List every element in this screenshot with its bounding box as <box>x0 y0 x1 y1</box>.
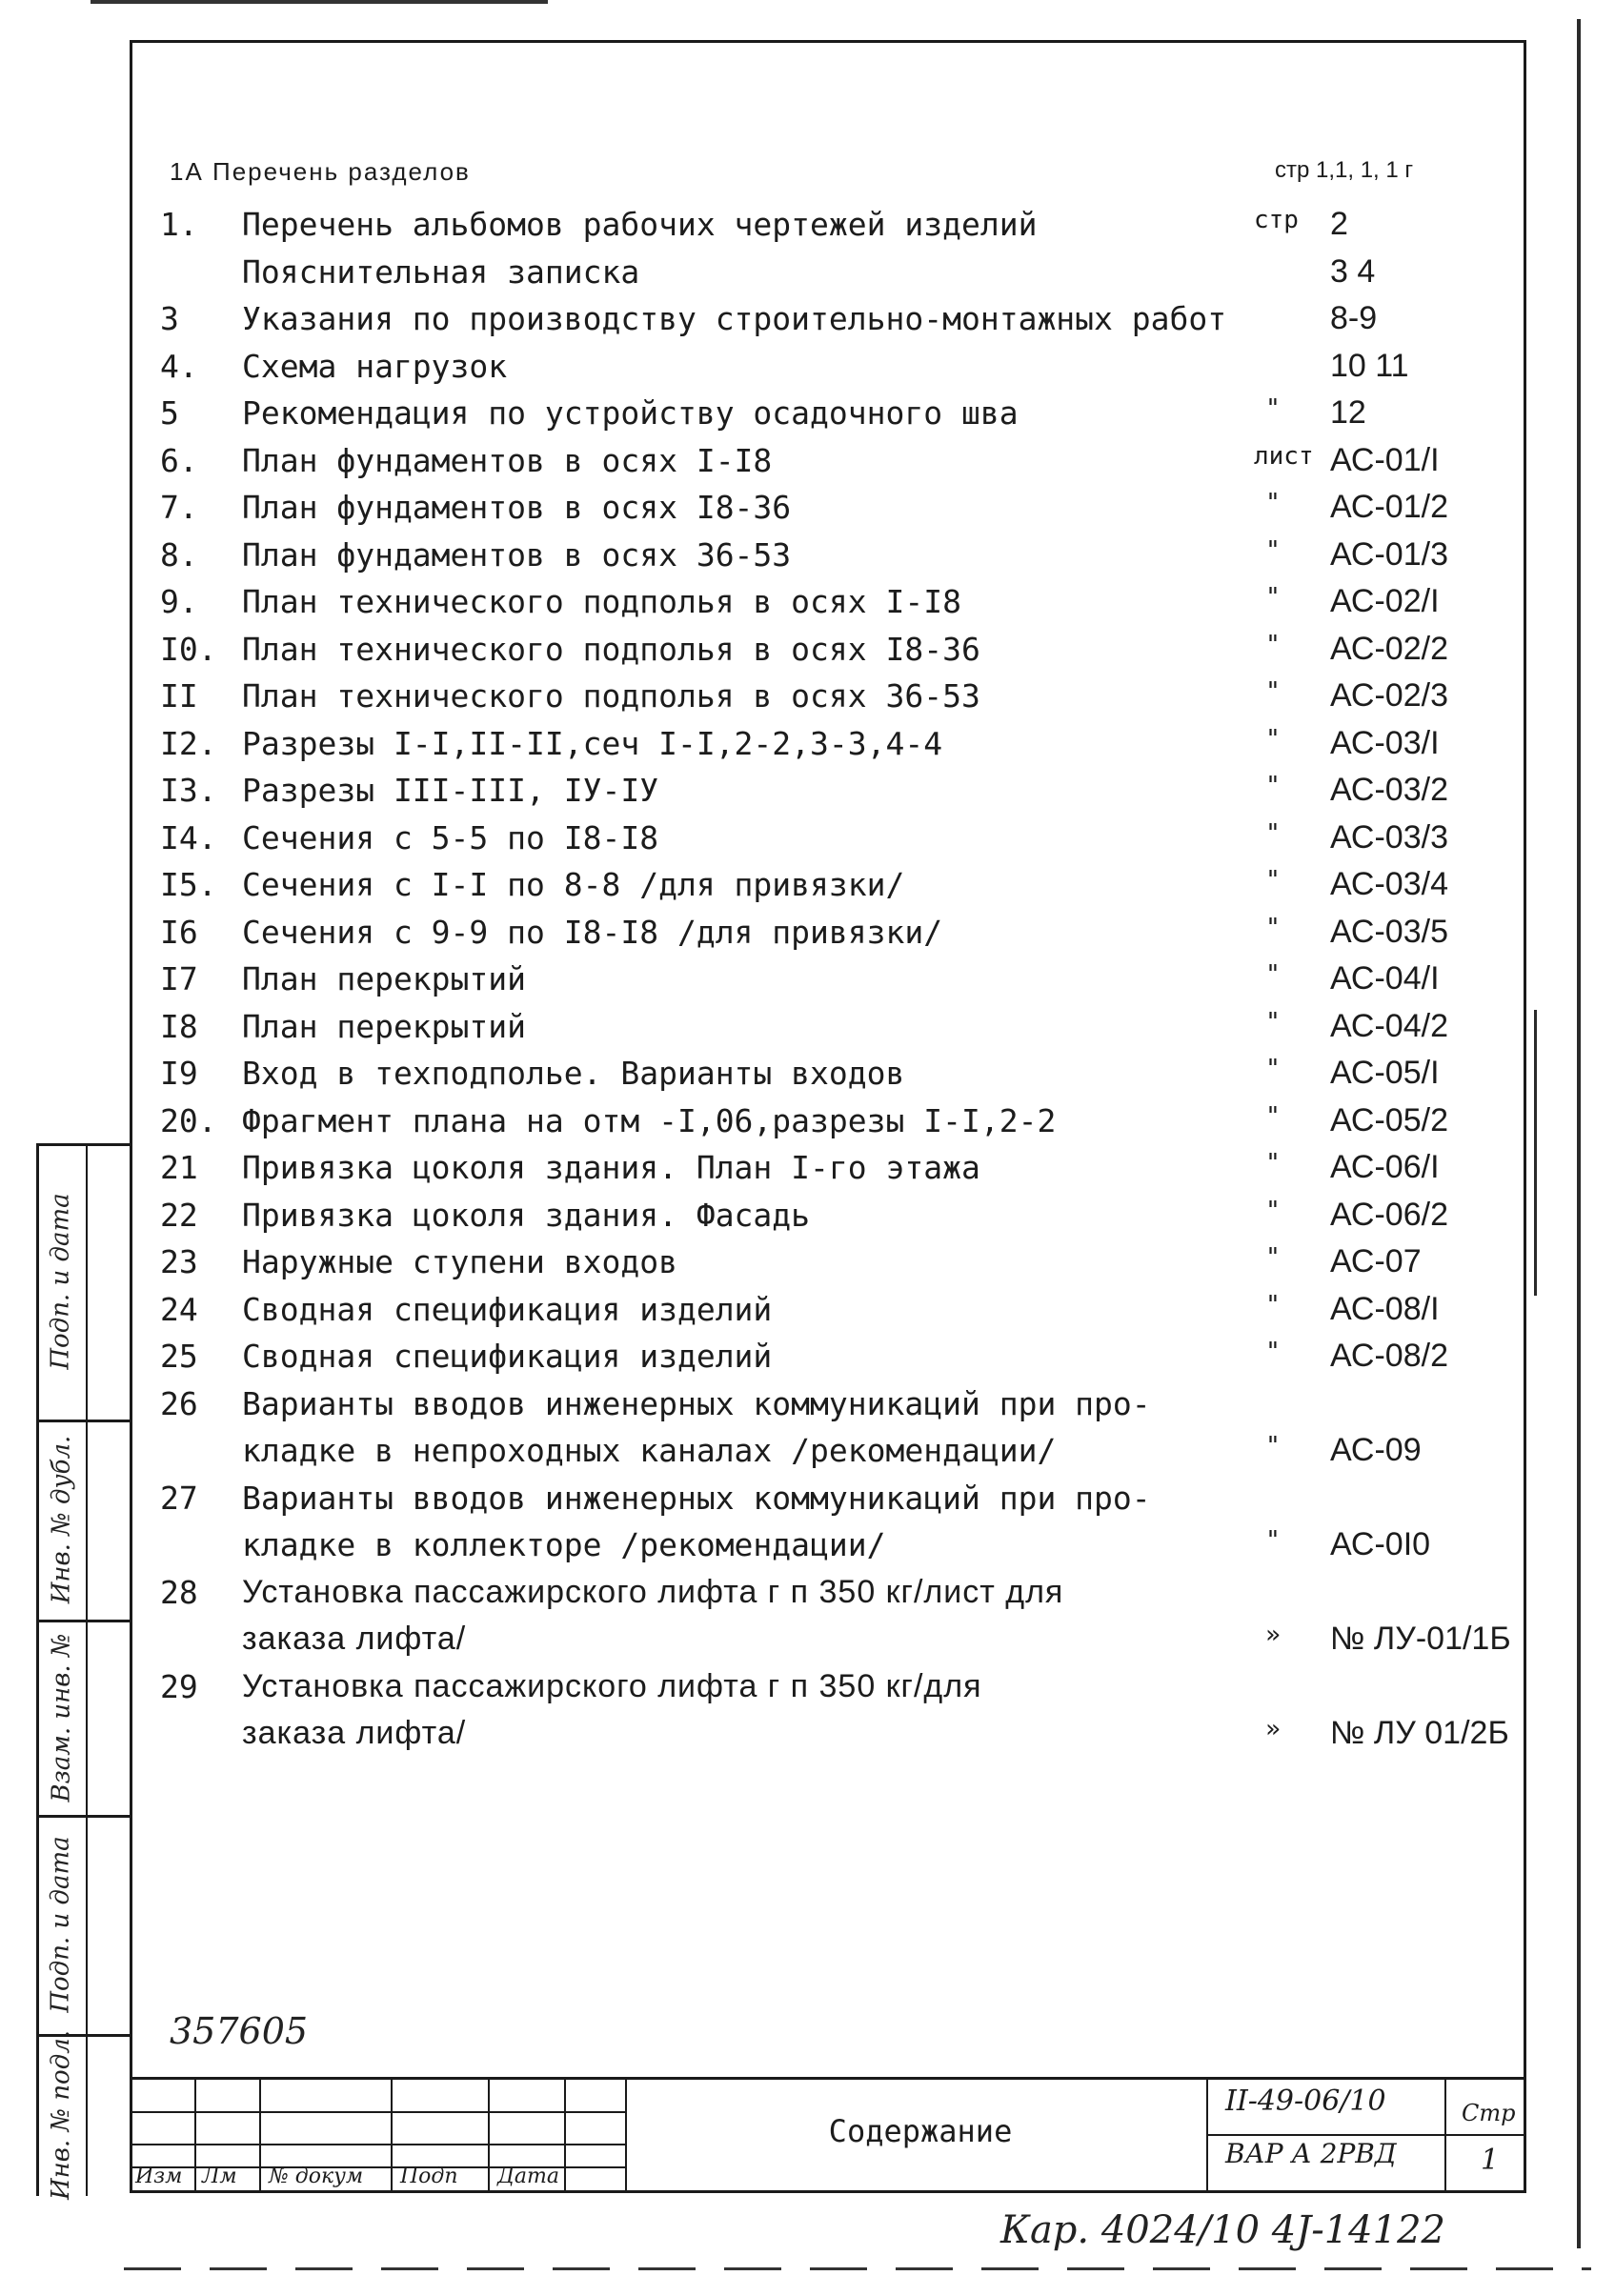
contents-list <box>160 200 1523 1757</box>
tb-line <box>1206 2077 1208 2193</box>
row-title: Вход в техподполье. Варианты входов <box>242 1055 905 1092</box>
row-code: АС-01/2 <box>1330 489 1448 525</box>
row-title: Пояснительная записка <box>242 252 640 291</box>
row-mark: " <box>1265 866 1281 895</box>
row-number: II <box>160 677 198 715</box>
side-label-replace-inv: Взам. инв. № <box>47 1632 76 1803</box>
row-number: I8 <box>160 1007 198 1045</box>
contents-row <box>160 1521 1523 1568</box>
row-title: Сечения с I-I по 8-8 /для привязки/ <box>242 866 905 903</box>
row-code: 10 11 <box>1330 347 1409 384</box>
row-number: 25 <box>160 1338 198 1375</box>
tb-line <box>130 2111 625 2113</box>
contents-row <box>160 531 1523 578</box>
row-number: 7. <box>160 489 198 526</box>
row-mark: " <box>1265 772 1281 800</box>
contents-row <box>160 1143 1523 1191</box>
row-title: Варианты вводов инженерных коммуникаций при про- <box>242 1479 1151 1517</box>
scan-edge-bottom <box>124 2267 1591 2270</box>
contents-row <box>160 1380 1523 1427</box>
row-code: АС-06/2 <box>1330 1196 1448 1233</box>
contents-row <box>160 1709 1523 1757</box>
row-code: АС-08/I <box>1330 1290 1440 1327</box>
contents-row <box>160 200 1523 248</box>
row-title: заказа лифта/ <box>242 1621 467 1657</box>
contents-row <box>160 436 1523 484</box>
row-mark: " <box>1265 1243 1281 1272</box>
row-mark: " <box>1265 960 1281 989</box>
handwritten-number: 357605 <box>170 2010 309 2052</box>
row-number: 21 <box>160 1149 198 1186</box>
row-code: АС-03/2 <box>1330 772 1448 808</box>
tb-line <box>391 2077 393 2193</box>
contents-page-label: стр 1,1, 1, 1 г <box>1275 157 1414 183</box>
row-number: I5. <box>160 866 217 903</box>
row-code: АС-03/3 <box>1330 818 1448 856</box>
row-code: АС-02/I <box>1330 583 1440 619</box>
row-mark: " <box>1265 1290 1281 1319</box>
row-title: Варианты вводов инженерных коммуникаций при про- <box>242 1384 1151 1422</box>
row-title: План фундаментов в осях 36-53 <box>242 535 792 574</box>
row-mark: " <box>1265 818 1281 848</box>
contents-row <box>160 1238 1523 1285</box>
row-code: 12 <box>1330 394 1366 431</box>
row-title: План перекрытий <box>242 960 527 997</box>
row-title: План фундаментов в осях I8-36 <box>242 489 792 526</box>
sheet-number: 1 <box>1481 2144 1500 2177</box>
row-code: АС-05/I <box>1330 1055 1440 1091</box>
row-title: Перечень альбомов рабочих чертежей изделий <box>242 206 1038 243</box>
side-label-sign-date: Подп. и дата <box>47 1193 76 1370</box>
contents-row <box>160 814 1523 861</box>
row-number: I7 <box>160 960 198 997</box>
row-code: 2 <box>1330 206 1348 242</box>
row-title: План технического подполья в осях I8-36 <box>242 630 980 668</box>
row-number: I9 <box>160 1055 198 1092</box>
side-label-dup-inv: Инв. № дубл. <box>47 1435 75 1604</box>
row-code: 8-9 <box>1330 300 1378 336</box>
row-title: Рекомендация по устройству осадочного шва <box>242 394 1019 432</box>
row-mark: " <box>1265 1055 1281 1083</box>
row-title: Привязка цоколя здания. Фасадь <box>242 1196 811 1234</box>
row-mark: " <box>1265 1526 1281 1555</box>
row-mark: " <box>1265 1149 1281 1178</box>
row-mark: " <box>1265 677 1281 706</box>
row-code: № ЛУ 01/2Б <box>1330 1715 1509 1751</box>
contents-row <box>160 483 1523 531</box>
row-title: Схема нагрузок <box>242 347 508 385</box>
row-mark: " <box>1265 913 1281 942</box>
row-number: I6 <box>160 913 198 951</box>
row-code: АС-01/I <box>1330 441 1440 478</box>
scan-edge-top <box>91 0 548 4</box>
row-code: АС-02/2 <box>1330 630 1448 667</box>
row-number: 4. <box>160 347 198 385</box>
row-mark: " <box>1265 630 1281 659</box>
row-mark: " <box>1265 1432 1281 1460</box>
row-title: заказа лифта/ <box>242 1715 467 1751</box>
row-mark: " <box>1265 394 1281 423</box>
contents-row <box>160 1285 1523 1333</box>
row-code: АС-06/I <box>1330 1149 1440 1185</box>
contents-row <box>160 1474 1523 1521</box>
row-number: I2. <box>160 724 217 762</box>
row-mark: " <box>1265 1196 1281 1225</box>
contents-row <box>160 1662 1523 1710</box>
row-mark: » <box>1265 1621 1281 1649</box>
row-mark: » <box>1265 1715 1281 1743</box>
row-code: АС-0I0 <box>1330 1526 1431 1562</box>
row-title: Разрезы I-I,II-II,сеч I-I,2-2,3-3,4-4 <box>242 724 943 762</box>
row-number: I0. <box>160 630 217 668</box>
row-number: 20. <box>160 1101 217 1139</box>
row-number: I4. <box>160 818 217 856</box>
row-mark: " <box>1265 1007 1281 1037</box>
row-number: 26 <box>160 1384 198 1422</box>
row-code: АС-03/5 <box>1330 913 1448 950</box>
row-title: Сечения с 9-9 по I8-I8 /для привязки/ <box>242 913 943 951</box>
row-mark: " <box>1265 489 1281 517</box>
tb-line <box>1444 2134 1526 2136</box>
scan-edge-right <box>1577 19 1581 2248</box>
side-label-orig-inv: Инв. № подл. <box>47 2029 75 2201</box>
row-code: АС-09 <box>1330 1432 1422 1468</box>
contents-row <box>160 389 1523 436</box>
contents-row <box>160 766 1523 814</box>
contents-row <box>160 1002 1523 1050</box>
row-code: АС-05/2 <box>1330 1101 1448 1138</box>
row-code: АС-02/3 <box>1330 677 1448 714</box>
contents-row <box>160 1191 1523 1239</box>
tb-line <box>130 2077 1526 2080</box>
col-sign: Подп <box>400 2165 458 2188</box>
row-number: 27 <box>160 1479 198 1517</box>
row-title: Сечения с 5-5 по I8-I8 <box>242 818 659 856</box>
doc-title: Содержание <box>828 2113 1013 2149</box>
row-code: АС-03/I <box>1330 724 1440 761</box>
contents-row <box>160 672 1523 719</box>
row-title: кладке в непроходных каналах /рекомендации/ <box>242 1432 1057 1469</box>
contents-row <box>160 908 1523 956</box>
row-number: 28 <box>160 1573 198 1611</box>
contents-row <box>160 1332 1523 1380</box>
scan-edge-right-inner <box>1534 1010 1537 1296</box>
contents-title: 1А Перечень разделов <box>170 157 471 186</box>
row-title: Сводная спецификация изделий <box>242 1290 773 1328</box>
tb-line <box>1444 2077 1446 2193</box>
tb-line <box>130 2144 625 2145</box>
contents-row <box>160 625 1523 673</box>
row-code: АС-03/4 <box>1330 866 1448 902</box>
row-mark: стр <box>1254 206 1299 234</box>
row-title: Наружные ступени входов <box>242 1243 677 1280</box>
contents-row <box>160 955 1523 1002</box>
row-mark: " <box>1265 583 1281 612</box>
row-number: 9. <box>160 583 198 620</box>
side-label-sign-date-2: Подп. и дата <box>47 1836 76 2013</box>
row-number: 24 <box>160 1290 198 1328</box>
row-number: 8. <box>160 535 198 574</box>
side-stamp <box>36 1143 130 2201</box>
bottom-handwritten-note: Кар. 4024/10 4J-14122 <box>1000 2208 1445 2252</box>
row-number: 23 <box>160 1243 198 1280</box>
row-title: Установка пассажирского лифта г п 350 кг/лист для <box>242 1573 1064 1610</box>
row-mark: " <box>1265 1101 1281 1131</box>
contents-row <box>160 860 1523 908</box>
row-code: 3 4 <box>1330 252 1376 290</box>
row-title: Установка пассажирского лифта г п 350 кг/для <box>242 1667 982 1704</box>
row-code: АС-04/2 <box>1330 1007 1448 1044</box>
row-code: АС-04/I <box>1330 960 1440 997</box>
row-title: кладке в коллекторе /рекомендации/ <box>242 1526 886 1563</box>
row-mark: " <box>1265 724 1281 754</box>
row-title: План перекрытий <box>242 1007 527 1045</box>
contents-row <box>160 1615 1523 1662</box>
contents-row <box>160 1097 1523 1144</box>
sheet-header: Стр <box>1462 2100 1516 2126</box>
col-doc-no: № докум <box>269 2165 364 2188</box>
contents-header <box>170 157 1523 195</box>
row-code: АС-08/2 <box>1330 1338 1448 1374</box>
doc-variant: ВАР А 2РВД <box>1225 2138 1397 2169</box>
contents-row <box>160 1426 1523 1474</box>
contents-row <box>160 342 1523 390</box>
row-title: План фундаментов в осях I-I8 <box>242 441 773 479</box>
row-number: 3 <box>160 300 179 337</box>
tb-line <box>259 2077 261 2193</box>
row-number: 29 <box>160 1667 198 1705</box>
row-number: 6. <box>160 441 198 479</box>
col-date: Дата <box>497 2165 559 2188</box>
side-stamp-divider <box>86 1143 88 2196</box>
row-title: Разрезы III-III, IУ-IУ <box>242 772 659 809</box>
tb-line <box>194 2077 196 2193</box>
row-number: I3. <box>160 772 217 809</box>
contents-row <box>160 1568 1523 1616</box>
tb-line <box>625 2077 627 2193</box>
row-mark: лист <box>1254 441 1314 471</box>
row-title: Указания по производству строительно-монтажных работ <box>242 300 1227 337</box>
row-title: Сводная спецификация изделий <box>242 1338 773 1375</box>
title-block <box>130 2077 1526 2193</box>
tb-line <box>488 2077 490 2193</box>
contents-row <box>160 719 1523 767</box>
row-title: Привязка цоколя здания. План I-го этажа <box>242 1149 980 1186</box>
contents-row <box>160 577 1523 625</box>
row-code: АС-01/3 <box>1330 535 1448 573</box>
col-list: Лм <box>202 2165 237 2188</box>
row-number: 5 <box>160 394 179 432</box>
row-title: План технического подполья в осях I-I8 <box>242 583 961 620</box>
contents-row <box>160 1049 1523 1097</box>
row-code: № ЛУ-01/1Б <box>1330 1621 1511 1657</box>
row-number: 22 <box>160 1196 198 1234</box>
col-izm: Изм <box>135 2165 183 2188</box>
row-mark: " <box>1265 1338 1281 1366</box>
row-code: АС-07 <box>1330 1243 1422 1279</box>
contents-row <box>160 248 1523 295</box>
row-title: План технического подполья в осях 36-53 <box>242 677 980 715</box>
row-mark: " <box>1265 535 1281 565</box>
tb-line <box>564 2077 566 2193</box>
row-number: 1. <box>160 206 198 243</box>
row-title: Фрагмент плана на отм -I,06,разрезы I-I,2-2 <box>242 1101 1057 1139</box>
contents-row <box>160 294 1523 342</box>
doc-code: II-49-06/10 <box>1225 2085 1386 2118</box>
